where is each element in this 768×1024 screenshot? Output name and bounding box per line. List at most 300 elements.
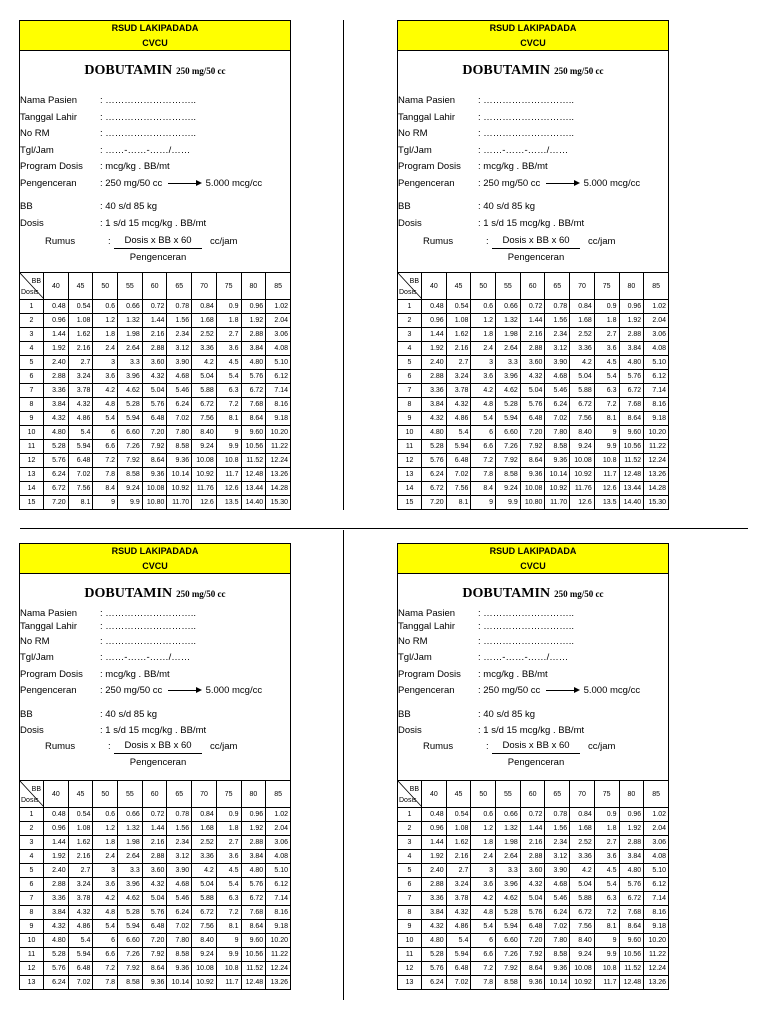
rate-cell: 2.16	[142, 328, 167, 342]
rate-cell: 6	[471, 934, 496, 948]
corner-bb-label: BB	[409, 786, 419, 793]
rate-cell: 5.10	[644, 356, 669, 370]
formula-label: Rumus	[423, 741, 454, 752]
field-label: Nama Pasien	[398, 608, 456, 619]
rate-cell: 7.2	[594, 398, 619, 412]
rate-cell: 3	[93, 864, 118, 878]
rate-cell: 1.8	[594, 822, 619, 836]
rate-cell: 12.48	[619, 468, 644, 482]
rate-cell: 2.7	[446, 356, 471, 370]
rate-cell: 5.04	[142, 892, 167, 906]
rate-cell: 4.2	[93, 892, 118, 906]
rate-cell: 2.7	[594, 836, 619, 850]
rate-cell: 5.76	[44, 454, 69, 468]
field-row	[20, 723, 290, 740]
formula-denominator-row	[20, 250, 290, 266]
rate-cell: 8.16	[266, 398, 291, 412]
weight-header: 70	[192, 273, 217, 300]
card-header	[397, 20, 669, 51]
field-label: Dosis	[20, 725, 44, 736]
rate-cell: 4.32	[142, 878, 167, 892]
rate-cell: 3.60	[142, 356, 167, 370]
rate-cell: 3.84	[422, 398, 447, 412]
rate-cell: 5.28	[44, 948, 69, 962]
rate-cell: 2.16	[446, 850, 471, 864]
rate-cell: 10.08	[192, 962, 217, 976]
field-label: No RM	[20, 128, 50, 139]
rate-cell: 2.88	[619, 836, 644, 850]
rate-cell: 5.04	[570, 370, 595, 384]
rate-cell: 14.40	[241, 496, 266, 510]
field-label: No RM	[398, 636, 428, 647]
rate-cell: 9	[216, 934, 241, 948]
field-value: : 1 s/d 15 mcg/kg . BB/mt	[100, 218, 207, 229]
table-row	[20, 934, 291, 948]
rate-cell: 2.16	[68, 850, 93, 864]
rate-cell: 1.62	[68, 836, 93, 850]
rate-cell: 9.60	[241, 934, 266, 948]
field-value: : ………………………..	[478, 95, 575, 106]
rate-cell: 7.8	[93, 976, 118, 990]
rate-cell: 0.6	[471, 808, 496, 822]
rate-cell: 9	[93, 496, 118, 510]
rate-cell: 2.64	[118, 850, 143, 864]
rate-cell: 12.6	[570, 496, 595, 510]
formula-label: Rumus	[45, 236, 76, 247]
rate-cell: 3.60	[520, 864, 545, 878]
dose-index-cell: 13	[398, 976, 422, 990]
rate-cell: 4.32	[68, 398, 93, 412]
unit-name: CVCU	[142, 561, 168, 571]
rate-cell: 0.54	[68, 300, 93, 314]
rate-cell: 5.28	[44, 440, 69, 454]
rate-cell: 5.76	[619, 878, 644, 892]
rate-cell: 1.32	[118, 822, 143, 836]
dose-index-cell: 14	[398, 482, 422, 496]
rate-cell: 0.9	[216, 808, 241, 822]
rate-cell: 8.58	[167, 440, 192, 454]
dose-index-cell: 6	[398, 878, 422, 892]
corner-bb-label: BB	[31, 786, 41, 793]
table-row	[398, 342, 669, 356]
dose-table	[397, 272, 669, 510]
rate-cell: 8.4	[93, 482, 118, 496]
rate-cell: 0.9	[216, 300, 241, 314]
rate-cell: 5.76	[142, 906, 167, 920]
rate-cell: 0.6	[93, 808, 118, 822]
rate-cell: 9.9	[594, 948, 619, 962]
drug-concentration: 250 mg/50 cc	[176, 66, 226, 76]
rate-cell: 1.62	[446, 836, 471, 850]
table-corner	[20, 781, 44, 808]
rate-cell: 1.02	[644, 300, 669, 314]
rate-cell: 1.68	[192, 314, 217, 328]
rate-cell: 9	[594, 426, 619, 440]
field-row	[20, 650, 290, 667]
rate-cell: 6.60	[496, 426, 521, 440]
dose-index-cell: 12	[398, 962, 422, 976]
rate-cell: 10.8	[594, 454, 619, 468]
table-row	[20, 440, 291, 454]
rate-cell: 9.24	[496, 482, 521, 496]
rate-cell: 2.88	[44, 878, 69, 892]
rate-cell: 7.20	[520, 426, 545, 440]
dose-index-cell: 7	[398, 384, 422, 398]
rate-cell: 0.72	[520, 300, 545, 314]
hospital-name: RSUD LAKIPADADA	[489, 23, 577, 33]
dose-index-cell: 11	[20, 948, 44, 962]
rate-cell: 9.24	[570, 948, 595, 962]
dose-table	[397, 780, 669, 990]
rate-cell: 8.40	[192, 934, 217, 948]
rate-cell: 9.9	[216, 440, 241, 454]
rate-cell: 2.04	[644, 314, 669, 328]
rate-cell: 9.36	[545, 962, 570, 976]
rate-cell: 6.72	[422, 482, 447, 496]
field-label: Tanggal Lahir	[398, 621, 456, 632]
field-label: Pengenceran	[398, 178, 455, 189]
corner-dosis-label: Dosis	[21, 289, 39, 296]
rate-cell: 9.18	[644, 920, 669, 934]
rate-cell: 4.8	[93, 906, 118, 920]
rate-cell: 10.56	[619, 948, 644, 962]
rate-cell: 4.32	[446, 398, 471, 412]
weight-header: 70	[570, 273, 595, 300]
rate-cell: 0.96	[241, 808, 266, 822]
field-value: : ………………………..	[100, 128, 197, 139]
field-row	[398, 159, 668, 176]
rate-cell: 4.2	[192, 864, 217, 878]
rate-cell: 2.7	[68, 356, 93, 370]
dose-index-cell: 15	[20, 496, 44, 510]
rate-cell: 9.36	[545, 454, 570, 468]
rate-cell: 4.08	[266, 850, 291, 864]
rate-cell: 10.8	[216, 962, 241, 976]
rate-cell: 5.76	[422, 962, 447, 976]
rate-cell: 12.6	[594, 482, 619, 496]
rate-cell: 1.44	[142, 314, 167, 328]
field-value: : mcg/kg . BB/mt	[478, 669, 548, 680]
rate-cell: 9	[216, 426, 241, 440]
rate-cell: 1.44	[44, 328, 69, 342]
rate-cell: 2.7	[594, 328, 619, 342]
rate-cell: 1.8	[93, 836, 118, 850]
rate-cell: 6.3	[216, 384, 241, 398]
rate-cell: 5.94	[68, 948, 93, 962]
dose-index-cell: 2	[20, 822, 44, 836]
rate-cell: 5.28	[496, 398, 521, 412]
rate-cell: 4.2	[93, 384, 118, 398]
rate-cell: 5.4	[93, 920, 118, 934]
drug-concentration: 250 mg/50 cc	[554, 66, 604, 76]
rate-cell: 1.62	[446, 328, 471, 342]
rate-cell: 0.96	[619, 300, 644, 314]
rate-cell: 5.04	[142, 384, 167, 398]
rate-cell: 0.72	[142, 300, 167, 314]
rate-cell: 4.8	[471, 906, 496, 920]
rate-cell: 7.2	[471, 454, 496, 468]
field-value: : mcg/kg . BB/mt	[478, 161, 548, 172]
table-row	[398, 976, 669, 990]
rate-cell: 0.54	[68, 808, 93, 822]
rate-cell: 3.90	[545, 356, 570, 370]
hospital-name: RSUD LAKIPADADA	[111, 546, 199, 556]
table-row	[398, 482, 669, 496]
formula-numerator: Dosis x BB x 60	[492, 234, 580, 249]
rate-cell: 1.92	[619, 822, 644, 836]
rate-cell: 8.1	[68, 496, 93, 510]
rate-cell: 9.36	[142, 468, 167, 482]
rate-cell: 4.32	[422, 412, 447, 426]
table-row	[20, 370, 291, 384]
rate-cell: 9.36	[167, 962, 192, 976]
rate-cell: 2.64	[496, 850, 521, 864]
arrow-right-icon	[168, 183, 200, 184]
rate-cell: 1.56	[167, 314, 192, 328]
weight-header: 45	[446, 781, 471, 808]
field-value: : ………………………..	[100, 636, 197, 647]
rate-cell: 5.88	[570, 892, 595, 906]
rate-cell: 11.22	[266, 440, 291, 454]
field-value: : ……-……-……/……	[100, 652, 191, 663]
table-row	[398, 496, 669, 510]
rate-cell: 3.36	[192, 342, 217, 356]
rate-cell: 10.08	[192, 454, 217, 468]
weight-header: 85	[266, 273, 291, 300]
rate-cell: 2.16	[520, 836, 545, 850]
rate-cell: 4.5	[216, 356, 241, 370]
rate-cell: 1.56	[167, 822, 192, 836]
rate-cell: 7.20	[422, 496, 447, 510]
rate-cell: 7.92	[142, 440, 167, 454]
rate-cell: 9.60	[241, 426, 266, 440]
rate-cell: 2.04	[266, 822, 291, 836]
weight-header: 55	[118, 273, 143, 300]
rate-cell: 2.34	[167, 836, 192, 850]
rate-cell: 0.54	[446, 300, 471, 314]
rate-cell: 0.96	[422, 314, 447, 328]
rate-cell: 3.12	[167, 342, 192, 356]
rate-cell: 11.70	[167, 496, 192, 510]
field-label: Pengenceran	[20, 685, 77, 696]
rate-cell: 8.16	[644, 398, 669, 412]
rate-cell: 7.20	[520, 934, 545, 948]
rate-cell: 4.68	[545, 370, 570, 384]
rate-cell: 5.76	[520, 906, 545, 920]
rate-cell: 11.22	[266, 948, 291, 962]
rate-cell: 2.4	[471, 850, 496, 864]
rate-cell: 1.32	[118, 314, 143, 328]
rate-cell: 9.24	[192, 440, 217, 454]
rate-cell: 10.14	[167, 976, 192, 990]
formula-label: Rumus	[45, 741, 76, 752]
dose-index-cell: 2	[398, 314, 422, 328]
table-row	[398, 370, 669, 384]
field-label: Program Dosis	[20, 161, 83, 172]
rate-cell: 1.98	[496, 328, 521, 342]
rate-cell: 7.56	[570, 412, 595, 426]
rate-cell: 2.16	[446, 342, 471, 356]
rate-cell: 4.08	[266, 342, 291, 356]
dosage-card	[19, 20, 291, 510]
rate-cell: 8.64	[619, 920, 644, 934]
rate-cell: 6.72	[619, 384, 644, 398]
rate-cell: 11.7	[216, 468, 241, 482]
formula	[398, 234, 668, 250]
field-label: Nama Pasien	[398, 95, 456, 106]
weight-header: 85	[266, 781, 291, 808]
rate-cell: 9	[471, 496, 496, 510]
drug-title	[20, 51, 290, 89]
field-label: Tgl/Jam	[398, 652, 432, 663]
drug-concentration: 250 mg/50 cc	[176, 589, 226, 599]
rate-cell: 7.92	[118, 454, 143, 468]
rate-cell: 7.02	[446, 468, 471, 482]
rate-cell: 3.84	[241, 342, 266, 356]
rate-cell: 10.56	[619, 440, 644, 454]
rate-cell: 5.88	[570, 384, 595, 398]
rate-cell: 2.52	[192, 836, 217, 850]
rate-cell: 5.10	[266, 356, 291, 370]
field-label: BB	[20, 709, 33, 720]
rate-cell: 6.24	[545, 398, 570, 412]
rate-cell: 10.80	[520, 496, 545, 510]
dose-index-cell: 13	[20, 976, 44, 990]
rate-cell: 2.88	[422, 878, 447, 892]
rate-cell: 5.88	[192, 892, 217, 906]
rate-cell: 2.64	[496, 342, 521, 356]
table-row	[398, 398, 669, 412]
rate-cell: 2.52	[570, 836, 595, 850]
dose-index-cell: 6	[20, 878, 44, 892]
field-value: : 250 mg/50 cc 5.000 mcg/cc	[100, 685, 263, 696]
rate-cell: 10.20	[266, 934, 291, 948]
dilution-result: 5.000 mcg/cc	[205, 178, 263, 189]
rate-cell: 5.76	[422, 454, 447, 468]
rate-cell: 12.6	[216, 482, 241, 496]
table-row	[20, 342, 291, 356]
rate-cell: 4.8	[93, 398, 118, 412]
hospital-name: RSUD LAKIPADADA	[489, 546, 577, 556]
rate-cell: 4.5	[216, 864, 241, 878]
field-row	[398, 199, 668, 216]
weight-header: 50	[93, 781, 118, 808]
field-value: : ……-……-……/……	[478, 652, 569, 663]
field-label: Tgl/Jam	[398, 145, 432, 156]
rate-cell: 6.24	[167, 398, 192, 412]
formula-numerator: Dosis x BB x 60	[492, 739, 580, 754]
rate-cell: 3.96	[496, 878, 521, 892]
rate-cell: 9.36	[520, 468, 545, 482]
rate-cell: 0.66	[118, 300, 143, 314]
weight-header: 65	[545, 781, 570, 808]
weight-header: 80	[241, 273, 266, 300]
rate-cell: 0.84	[192, 808, 217, 822]
table-row	[20, 822, 291, 836]
rate-cell: 6.48	[68, 454, 93, 468]
weight-header: 45	[446, 273, 471, 300]
rate-cell: 5.46	[167, 384, 192, 398]
rate-cell: 6.60	[118, 426, 143, 440]
field-value: : ………………………..	[100, 608, 197, 619]
rate-cell: 3.6	[216, 850, 241, 864]
rate-cell: 8.64	[520, 454, 545, 468]
rate-cell: 10.56	[241, 948, 266, 962]
field-row	[398, 216, 668, 233]
rate-cell: 6.72	[570, 398, 595, 412]
dose-index-cell: 5	[20, 356, 44, 370]
rate-cell: 2.40	[422, 356, 447, 370]
corner-dosis-label: Dosis	[399, 797, 417, 804]
rate-cell: 0.66	[118, 808, 143, 822]
weight-header: 60	[520, 273, 545, 300]
rate-cell: 9.18	[266, 920, 291, 934]
rate-cell: 7.02	[545, 412, 570, 426]
rate-cell: 3.96	[496, 370, 521, 384]
card-header	[19, 20, 291, 51]
dose-index-cell: 6	[398, 370, 422, 384]
rate-cell: 1.62	[68, 328, 93, 342]
rate-cell: 1.8	[93, 328, 118, 342]
rate-cell: 10.20	[644, 426, 669, 440]
rate-cell: 5.76	[241, 370, 266, 384]
rate-cell: 9.24	[118, 482, 143, 496]
table-row	[398, 822, 669, 836]
rate-cell: 1.02	[266, 300, 291, 314]
rate-cell: 4.80	[44, 426, 69, 440]
rate-cell: 5.4	[446, 426, 471, 440]
rate-cell: 9	[594, 934, 619, 948]
field-row	[20, 159, 290, 176]
table-row	[20, 850, 291, 864]
weight-header: 85	[644, 781, 669, 808]
dose-index-cell: 8	[20, 906, 44, 920]
dilution-result: 5.000 mcg/cc	[583, 685, 641, 696]
rate-cell: 6.3	[594, 892, 619, 906]
rate-cell: 9.24	[570, 440, 595, 454]
rate-cell: 5.76	[619, 370, 644, 384]
rate-cell: 8.64	[241, 412, 266, 426]
field-row	[20, 707, 290, 724]
card-body	[397, 574, 669, 780]
rate-cell: 2.16	[68, 342, 93, 356]
rate-cell: 3.60	[142, 864, 167, 878]
rate-cell: 3.6	[471, 878, 496, 892]
table-row	[20, 356, 291, 370]
formula-unit: cc/jam	[588, 236, 616, 247]
rate-cell: 3.84	[44, 398, 69, 412]
weight-header: 55	[496, 781, 521, 808]
rate-cell: 3.6	[594, 342, 619, 356]
rate-cell: 6.6	[471, 948, 496, 962]
card-header	[19, 543, 291, 574]
rate-cell: 1.92	[44, 850, 69, 864]
rate-cell: 4.32	[446, 906, 471, 920]
rate-cell: 6.60	[118, 934, 143, 948]
dose-index-cell: 1	[398, 808, 422, 822]
card-body	[19, 574, 291, 780]
table-row	[398, 878, 669, 892]
field-label: Pengenceran	[398, 685, 455, 696]
weight-header: 55	[496, 273, 521, 300]
rate-cell: 4.32	[68, 906, 93, 920]
field-row	[398, 650, 668, 667]
rate-cell: 15.30	[266, 496, 291, 510]
rate-cell: 5.94	[446, 948, 471, 962]
rate-cell: 8.64	[241, 920, 266, 934]
rate-cell: 7.92	[496, 454, 521, 468]
rate-cell: 10.80	[142, 496, 167, 510]
